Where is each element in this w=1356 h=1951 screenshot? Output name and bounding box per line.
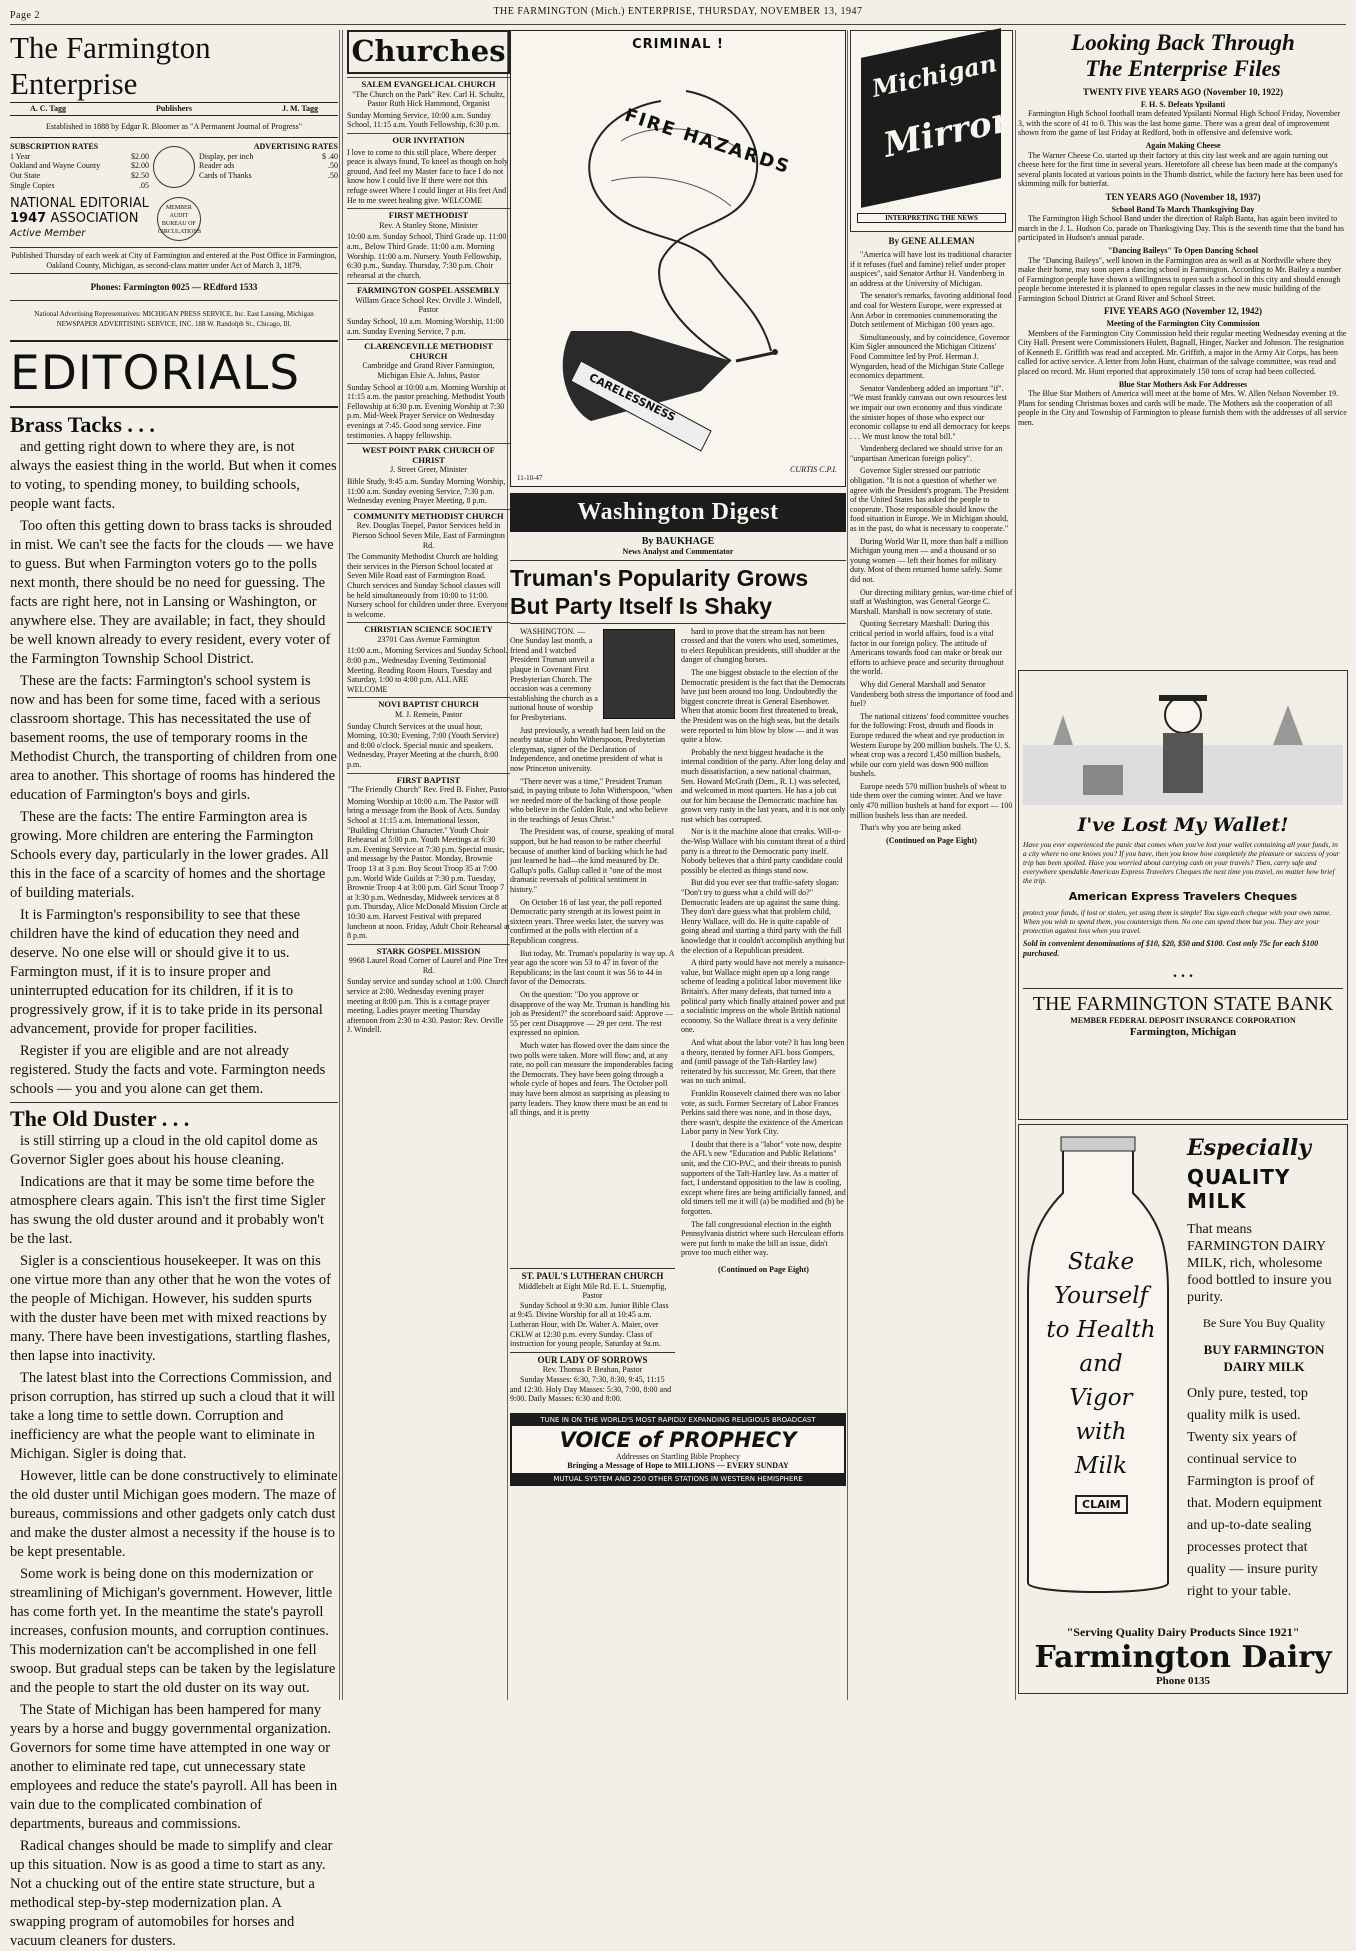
bottle-word: to Health: [1046, 1317, 1156, 1343]
church-body: The Community Methodist Church are holding their services in the Pierson School located at Seven Mile Road east of Farmington Road. Church services and Sunday School classes will be held simultaneously from 10:00 to 11:00. Nursery school for children under three. Everyone is welcome.: [347, 552, 509, 619]
sub-rate-label: 1 Year: [10, 151, 31, 161]
church-entry: [347, 697, 510, 769]
cartoon-caption: CRIMINAL !: [632, 37, 724, 52]
lookback-item-head: Blue Star Mothers Ask For Addresses: [1118, 379, 1248, 389]
mirror-paragraph: That's why you are being asked: [860, 823, 961, 833]
digest-paragraph: But today, Mr. Truman's popularity is way up. A year ago the score was 53 to 47 in favor of the Republicans; in the last count it was 56 to 44 in favor of the Democrats.: [510, 948, 675, 987]
voice-top: TUNE IN ON THE WORLD'S MOST RAPIDLY EXPANDING RELIGIOUS BROADCAST: [540, 1415, 816, 1424]
published-note: Published Thursday of each week at City of Farmington and entered at the Post Office in Farmington, Oakland County, Michigan, as second-class matter under Act of March 3, 1879.: [11, 251, 337, 270]
mirror-paragraph: During World War II, more than half a million Michigan young men — and a thousand or so young women — left their homes for military duty. Most of them returned home safely. Some did not.: [850, 536, 1008, 584]
digest-paragraph: A third party would have not merely a nuisance-value, but Wallace might open up a long range scheme of leading a political labor movement like Britain's. After many defeats, that turned into a political party which finally attained power and put a socialistic impress on the whole British national economy. So the Wallace threat is a very definite one.: [681, 958, 846, 1035]
church-name: STARK GOSPEL MISSION: [376, 945, 481, 956]
editorial-paragraph: is still stirring up a cloud in the old capitol dome as Governor Sigler goes about his house cleaning.: [10, 1132, 318, 1168]
lutheran-sub: Middlebelt at Eight Mile Rd. E. L. Stuempfig, Pastor: [518, 1281, 667, 1301]
digest-paragraph: On the question: "Do you approve or disapprove of the way Mr. Truman is handling his job as President?" the scoreboard said: Approve — 55 per cent Disapprove — 29 per cent. The rest expressed no opinion.: [510, 989, 674, 1038]
amex-denoms: Sold in convenient denominations of $10, $20, $50 and $100. Cost only 75c for each $100 purchased.: [1023, 939, 1319, 958]
church-name: CHRISTIAN SCIENCE SOCIETY: [364, 624, 493, 635]
milk-slogan: "Serving Quality Dairy Products Since 1921": [1066, 1625, 1300, 1639]
lookback-item-text: The "Dancing Baileys", well known in the Farmington area as well as at Northville where they make their home, may soon open a dancing school in Farmington. According to Mr. Bailey a number of Farmington people have shown a willingness to open such a school in this city and should enough people become interested it is planned to open regular classes in the new music building of the Farmington School District at Grand River and School Street.: [1018, 255, 1342, 303]
bank-city: Farmington, Michigan: [1129, 1025, 1237, 1038]
churches-title: Churches: [347, 30, 510, 74]
sorrows-name: OUR LADY OF SORROWS: [537, 1354, 648, 1365]
lookback-period: TEN YEARS AGO (November 18, 1937): [1105, 191, 1261, 202]
bank-fdic: MEMBER FEDERAL DEPOSIT INSURANCE CORPORATION: [1070, 1016, 1296, 1026]
church-sub: J. Street Greer, Minister: [390, 465, 467, 475]
digest-paragraph: "There never was a time," President Truman said, in paying tribute to John Witherspoon, "when we needed more of the backing of those people who believe in the Golden Rule, and who believe in the teachings of Jesus Christ.": [510, 776, 673, 824]
publisher-right: J. M. Tagg: [281, 104, 318, 113]
sub-rate-value: .05: [139, 180, 149, 190]
digest-paragraph: Franklin Roosevelt claimed there was no labor vote, as such. Former Secretary of Labor Frances Perkins said there was none, and in those days, there wasn't, despite the existence of the American Labor party in New York City.: [681, 1088, 843, 1137]
old-duster-title: The Old Duster . . .: [10, 1105, 190, 1131]
digest-left-column: [510, 627, 675, 1261]
digest-paragraph: Just previously, a wreath had been laid on the nearby statue of John Witherspoon, Presbyterian clergyman, signer of the Declaration of Independence, and onetime president of what is now Princeton university.: [510, 725, 666, 773]
right-column: [1018, 30, 1348, 1700]
church-body: Sunday School, 10 a.m. Morning Worship, 11:00 a.m. Sunday Evening Service, 7 p.m.: [347, 317, 504, 336]
worried-traveler-illustration: [1023, 675, 1343, 805]
editorial-paragraph: Indications are that it may be some time before the atmosphere clears again. This isn't the first time Sigler has swung the old duster around and it probably won't be the last.: [10, 1173, 326, 1247]
mirror-logo-line1: Michigan: [869, 48, 1000, 103]
voice-bottom: MUTUAL SYSTEM AND 250 OTHER STATIONS IN WESTERN HEMISPHERE: [553, 1474, 803, 1483]
voice-line2: Bringing a Message of Hope to MILLIONS: [567, 1461, 715, 1471]
lookback-title-line1: Looking Back Through: [1071, 30, 1295, 55]
adv-rate-value: .50: [328, 170, 338, 180]
digest-paragraph: I doubt that there is a "labor" vote now, despite the AFL's new "Education and Public Relations" unit, and the CIO-PAC, and their threats to punish supporters of the Taft-Hartley law. As a matter of fact, I understand opposition to the law is cooling, except where fires are being artificially fanned, and old timers tell me it will (a) be modified and (b) be forgotten.: [681, 1139, 846, 1217]
church-entry: [347, 283, 510, 336]
claim-sign: CLAIM: [1075, 1495, 1128, 1514]
milk-name: Farmington Dairy: [1034, 1640, 1332, 1675]
church-entry: [347, 622, 510, 694]
sub-rate-value: $2.50: [131, 170, 149, 180]
masthead-line: THE FARMINGTON (Mich.) ENTERPRISE, THURSDAY, NOVEMBER 13, 1947: [493, 6, 863, 17]
bottle-words: [1041, 1245, 1161, 1483]
sub-rate-row: [10, 152, 149, 162]
editorial-paragraph: It is Farmington's responsibility to see that these children have the kind of education they need and deserve. No one else will or should give it to us. Farmington must, if it is to insure proper and uninterrupted education for its children, if it is to progressively grow, if it is to take pride in its personal advancement, provide for proper facilities.: [10, 906, 323, 1037]
mirror-paragraph: Quoting Secretary Marshall: During this critical period in world affairs, food is a vital factor in our foreign policy. The attitude of Americans towards food can make or break our efforts to achieve peace and security throughout the world.: [850, 619, 1004, 677]
lookback-item-text: The Warner Cheese Co. started up their factory at this city last week and are again turning out cheese here for the first time in several years. Heretofore all cheese has been made at the company's several plants located at various points in the Thumb district, while the factory here has been used for skimming milk for butterfat.: [1018, 150, 1343, 189]
wallet-body: Have you ever experienced the panic that comes when you've lost your wallet containing all your funds, in a city where no one knows you? If you have, then you know how completely the pleasure or success of your trip has been spoiled. Have you worried about carrying cash on your travels? Then, carry safe and everywhere spendable American Express Travelers Cheques the next time you travel, no matter how brief the trip.: [1023, 840, 1340, 885]
lookback-item-head: "Dancing Baileys" To Open Dancing School: [1107, 245, 1259, 255]
michigan-mirror-logo: [850, 30, 1013, 232]
sub-rate-label: Single Copies: [10, 180, 55, 190]
press-seal-icon: [153, 146, 195, 188]
church-sub: Cambridge and Grand River Farmington, Michigan Elsie A. Johns, Pastor: [362, 361, 495, 381]
editorials-title: EDITORIALS: [10, 345, 301, 401]
church-body: I love to come to this still place, Where deeper peace is always found, To kneel as though on holy ground, And feel my Master face to face I do not know how I could live If there were not this refuge sweet Where I could linger at His feet And He to me sweet healing give. WELCOME: [347, 147, 509, 205]
lookback-item-text: The Farmington High School Band under the direction of Ralph Banta, has again been invited to march in the J. L. Hudson Co. parade on Thanksgiving Day. This is the seventh time that the band has participated in Hudson's annual parade.: [1018, 214, 1345, 243]
digest-byline-sub: News Analyst and Commentator: [622, 547, 734, 556]
adv-rate-label: Cards of Thanks: [199, 170, 252, 180]
national-advertising: National Advertising Representatives: MICHIGAN PRESS SERVICE, Inc. East Lansing, Michigan NEWSPAPER ADVERTISING SERVICE, INC. 188 W. Randolph St., Chicago, Ill.: [34, 310, 314, 328]
brass-tacks-body: [10, 438, 338, 1099]
church-name: CLARENCEVILLE METHODIST CHURCH: [364, 341, 493, 361]
bottle-word: Milk: [1074, 1453, 1128, 1479]
editorial-paragraph: Register if you are eligible and are not already registered. Study the facts and vote. Farmington needs schools — you and you alone can get them.: [10, 1042, 326, 1097]
carelessness-label: CARELESSNESS: [586, 370, 678, 425]
church-entry: [347, 339, 510, 440]
editorial-paragraph: The latest blast into the Corrections Commission, and prison corruption, has stirred up such a cloud that it will take a long time to settle down. Corruption and inefficiency are what the people want to eliminate in Michigan. Sigler is doing that.: [10, 1369, 335, 1462]
adv-rate-label: Display, per inch: [199, 151, 254, 161]
milk-means: That means FARMINGTON DAIRY MILK, rich, wholesome food bottled to insure you purity.: [1187, 1222, 1332, 1305]
sub-rates-list: [10, 152, 149, 190]
digest-paragraph: The fall congressional election in the eighth Pennsylvania district where such Herculean efforts were put forth to make the bill an issue, didn't prove too much either way.: [681, 1219, 844, 1258]
american-express-ad: [1018, 670, 1348, 1120]
voice-title: VOICE of PROPHECY: [559, 1427, 797, 1452]
center-column: [510, 30, 846, 1700]
editorial-paragraph: Some work is being done on this modernization or streamlining of Michigan's government. However, little has come forth yet. In the meantime the state's payroll increases, confusion mounts, and corruption continues. This modernization can't be accomplished in one fell swoop. But gradual steps can be taken by the legislature and the people to start the old duster on its way out.: [10, 1565, 336, 1696]
voice-every: EVERY SUNDAY: [726, 1461, 789, 1471]
lutheran-body: Sunday School at 9:30 a.m. Junior Bible Class at 9:45. Divine Worship for all at 10:45 a.m. Lutheran Hour, with Dr. Walter A. Maier, over CKLW at 12:30 p.m. every Sunday. Class of instruction for young people, Saturday at 9a.m.: [510, 1300, 669, 1349]
digest-paragraph: Much water has flowed over the dam since the two polls were taken. More will flow; and, at any rate, no poll can measure the imponderables facing the Democrats. They have been going through a whole cycle of hopes and fears. The October poll may have been almost as surprising as pleasing to party leaders. They know there must be an end to all things, and it is pretty: [510, 1040, 674, 1118]
paper-title: The Farmington Enterprise: [10, 30, 211, 101]
amex-body: protect your funds, if lost or stolen, yet using them is simple! You sign each cheque with your own name. When you wish to spend them, you countersign them. No one can spend them but you. They are your protection against loss when you travel.: [1023, 908, 1332, 935]
nea-line2: ASSOCIATION: [50, 211, 139, 227]
masthead: [10, 6, 1346, 25]
sorrows-body: Sunday Masses: 6:30, 7:30, 8:30, 9:45, 11:15 and 12:30. Holy Day Masses: 5:30, 7:00, 8:00 and 9:00. Daily Masses: 6:30 and 8:00.: [510, 1374, 672, 1404]
fire-hazards-label: FIRE HAZARDS: [621, 104, 794, 179]
sub-rate-label: Oakland and Wayne County: [10, 161, 101, 171]
church-body: Bible Study, 9:45 a.m. Sunday Morning Worship, 11:00 a.m. Sunday evening Service, 7:30 p.m. Wednesday evening Prayer Meeting, 8 p.m.: [347, 476, 506, 506]
publisher-left: A. C. Tagg: [30, 104, 67, 113]
church-body: Sunday Church Services at the usual hour, Morning, 10:30; Evening, 7:00 (Youth Service) and 8:00 o'clock. Special music and speakers. Wednesday, Prayer Meeting at the church, 8:00 p.m.: [347, 721, 499, 769]
adv-rates-label: ADVERTISING RATES: [253, 142, 338, 152]
adv-rate-value: .50: [328, 161, 338, 171]
sub-rate-row: [10, 161, 149, 171]
page-number: Page 2: [10, 10, 40, 21]
milk-phone: Phone 0135: [1155, 1675, 1211, 1687]
cartoon-drawing: [511, 31, 845, 484]
digest-paragraph: Probably the next biggest headache is the internal condition of the party. After long delay and much dissatisfaction, a new national chairman, Sen. Howard McGrath (Dem., R. I.) was selected, and welcomed in most quarters. He has a job cut out for him because the Democratic machine has grown very rusty in the last years, and it is not only rust which has corrupted.: [681, 747, 846, 824]
sub-rate-row: [10, 181, 149, 191]
wallet-headline: I've Lost My Wallet!: [1077, 814, 1289, 836]
lookback-item-head: F. H. S. Defeats Ypsilanti: [1140, 99, 1226, 109]
mirror-paragraph: Senator Vandenberg added an important "if". "We must frankly canvass our own resources lest we impair our own economy and thus vindicate the sinister hopes of those who expect our economic collapse to end all democracy for keeps . . . We must know the total bill.": [850, 383, 1010, 441]
church-sub: Rev. A Stanley Stone, Minister: [379, 220, 478, 230]
editorial-paragraph: These are the facts: The entire Farmington area is growing. More children are entering the Farmington Schools every day, particularly in the lower grades. All this in the face of a scarcity of homes and the shortage of building materials.: [10, 808, 329, 901]
mirror-paragraph: Governor Sigler stressed our patriotic obligation. "It is not a question of whether we agree with the President's program. The President of the United States has asked the people to cooperate. Those responsible should know the food situation in Europe. We in Michigan should, as in the past, do what is necessary to cooperate.": [850, 466, 1009, 534]
lookback-item-head: Again Making Cheese: [1145, 140, 1221, 150]
mirror-paragraph: Simultaneously, and by coincidence, Governor Kim Sigler announced the Michigan Citizens' Food Committee led by Prof. Herman J. Wyngarden, head of the Michigan State College economics department.: [850, 332, 1010, 381]
sub-rate-label: Out State: [10, 170, 40, 180]
editorial-column: [10, 30, 338, 1949]
church-sub: "The Friendly Church" Rev. Fred B. Fisher, Pastor: [347, 785, 510, 795]
bottle-word: with: [1075, 1419, 1127, 1445]
bottle-word: Yourself: [1053, 1283, 1149, 1309]
milk-be-sure: Be Sure You Buy Quality: [1202, 1316, 1326, 1330]
digest-paragraph: On October 16 of last year, the poll reported Democratic party strength at its lowest point in sixteen years. Three weeks later, the survey was confirmed at the polls with election of a Republican congress.: [510, 897, 664, 945]
church-name: SALEM EVANGELICAL CHURCH: [361, 79, 496, 89]
church-body: Sunday service and sunday school at 1:00. Church service at 2:00. Wednesday evening prayer meeting at 8:00 p.m. This is a cottage prayer meeting. Ladies prayer meeting Thursday afternoon from 2:30 to 4:30. Pastor: Rev. Orville J. Windell.: [347, 977, 509, 1035]
nea-year: 1947: [10, 211, 47, 227]
editorial-paragraph: These are the facts: Farmington's school system is now and has been for some time, faced with a serious classroom shortage. This has necessitated the use of basement rooms, the use of temporary rooms in the Methodist Church, the transporting of children from one area to another. This shortage of rooms has hindered the education of Farmington's boys and girls.: [10, 672, 337, 803]
church-entry: [347, 77, 510, 130]
adv-rates-list: [199, 152, 338, 181]
bottle-word: Vigor: [1069, 1385, 1133, 1411]
digest-paragraph: But did you ever see that traffic-safety slogan: "Don't try to guess what a child will do?" Democratic leaders are up against the same thing. They don't dare guess what that problem child, Henry Wallace, will do. He is quite capable of going ahead and starting a third party with the full knowledge that it couldn't accomplish anything but the election of a Republican president.: [681, 878, 845, 955]
church-body: Morning Worship at 10:00 a.m. The Pastor will bring a message from the Book of Acts. Sunday School at 11:15 a.m. International lesson, "Building Christian Character." Youth Choir Rehearsal at 5:00 p.m. Youth Meetings at 6:30 p.m. Evening Service at 7:30 p.m. Special music, and message by the Pastor. Monday, Brownie Troop 13 at 3 p.m. Boy Scout Troop 35 at 7:00 p.m. World Wide Guilds at 7:30 p.m. Tuesday, Brownie Troop 4 at 3:00 p.m. Girl Scout Troop 7 at 3:30 p.m. Wednesday, Midweek services at 8 p.m. Thursday, Alice McDonald Mission Circle at 10:30 a.m. Harvest Festival with prepared luncheon at noon. Friday, Adult Choir Rehearsal at 8 p.m.: [347, 796, 510, 941]
adv-rate-value: $ .40: [322, 151, 338, 161]
adv-rate-label: Reader ads: [199, 161, 235, 171]
editorial-paragraph: and getting right down to where they are, is not always the easiest thing in the world. But when it comes to voting, to spending money, to building schools, people want facts.: [10, 438, 337, 512]
sub-rates-label: SUBSCRIPTION RATES: [10, 142, 99, 152]
mirror-paragraph: Europe needs 570 million bushels of wheat to tide them over the coming winter. And we have only 470 million bushels at hand for export — 100 million bushels less than are needed.: [850, 781, 1013, 820]
church-sub: "The Church on the Park" Rev. Carl H. Schultz, Pastor Ruth Hick Hammond, Organist: [352, 89, 505, 109]
milk-buy: BUY FARMINGTON DAIRY MILK: [1203, 1342, 1325, 1374]
mirror-paragraph: The national citizens' food committee vouches for the following: Frost, drouth and floods in Europe reduced the wheat and rye production in Western Europe by 200 million bushels. The U. S. wheat crop was a record 1,450 million bushels, while our corn yield was down 900 million bushels.: [850, 711, 1011, 779]
sub-rate-value: $2.00: [131, 151, 149, 161]
editorial-paragraph: Radical changes should be made to simplify and clear up this situation. Now is as good a time to start as any. Not a chucking out of the entire state structure, but a methodical step-by-step modernization plan. A swapping program of automobiles for horses and vacuum cleaners for dusters.: [10, 1837, 333, 1949]
rates-box: [10, 137, 338, 190]
digest-paragraph: And what about the labor vote? It has long been a theory, iterated by former AFL boss Gompers, and (until passage of the Taft-Hartley law) reiterated by his successor, Mr. Green, that there was no such animal.: [681, 1037, 845, 1086]
church-sub: 9968 Laurel Road Corner of Laurel and Pine Tree Rd.: [348, 956, 509, 975]
digest-paragraph: hard to prove that the stream has not been crossed and that the voters who used, sometimes, to elect Republican presidents, still shudder at the danger of changing horses.: [681, 626, 841, 665]
church-name: FARMINGTON GOSPEL ASSEMBLY: [357, 285, 500, 296]
cartoon-signature: CURTIS C.P.I.: [790, 465, 837, 474]
church-sub: M. J. Remein, Pastor: [394, 710, 463, 720]
church-name: FIRST METHODIST: [388, 210, 469, 221]
digest-paragraph: Nor is it the machine alone that creaks. Will-o-the-Wisp Wallace with his constant threat of a third party is a threat to the Democratic party itself. Nobody believes that a third party candidate could possibly be elected as things stand now.: [681, 827, 846, 875]
lookback-title-line2: The Enterprise Files: [1085, 56, 1281, 81]
adv-rate-row: [199, 152, 338, 162]
publishers-line: [10, 102, 338, 116]
digest-paragraph: The President was, of course, speaking of moral support, but he had reason to be rather cheerful because of another kind of backing which he had just learned he had—the kind measured by Dr. Gallup's polls. Gallup called it "one of the most dramatic reversals of political sentiment in history.": [510, 827, 674, 895]
church-sub: 23701 Cass Avenue Farmington: [377, 634, 480, 644]
church-body: 10:00 a.m. Sunday School, Third Grade up. 11:00 a.m., Below Third Grade. 11:00 a.m. Morning Worship. 11:00 a.m. Nursery. Youth Fellowship, 6:30 p.m., Sunday. Thursday, 7:30 p.m. Choir rehearsal at the church.: [347, 232, 507, 280]
mirror-paragraph: "America will have lost its traditional character if it refuses (fuel and famine) relief under proper auspices", said Senator Arthur H. Vandenberg in an address at the University of Michigan.: [850, 250, 1012, 288]
adv-rate-row: [199, 171, 338, 181]
michigan-mirror-column: [850, 30, 1013, 1700]
church-body: Sunday Morning Service, 10:00 a.m. Sunday School, 11:15 a.m. Youth Fellowship, 6:30 p.m.: [347, 110, 500, 130]
editorial-paragraph: However, little can be done constructively to eliminate the old duster until Michigan goes modern. The maze of bureaus, commissions and other gadgets only catch dust and make the duster almost a necessity if the house is to be kept presentable.: [10, 1467, 338, 1560]
nea-badge: [10, 196, 338, 241]
digest-right-column: [681, 627, 846, 1261]
digest-paragraph: The one biggest obstacle to the election of the Democratic president is the fact that the Democrats have just been around too long. Undoubtedly the biggest concrete threat is General Eisenhower. When that atomic boom first threatened to break, the President was on the high seas, but the details were reported to him blow by blow — and it was quite a blow.: [681, 667, 846, 745]
sub-rate-value: $2.00: [131, 161, 149, 171]
church-name: WEST POINT PARK CHURCH OF CHRIST: [362, 445, 495, 465]
lookback-period: TWENTY FIVE YEARS AGO (November 10, 1922): [1083, 87, 1283, 97]
voice-of-prophecy-ad: TUNE IN ON THE WORLD'S MOST RAPIDLY EXPANDING RELIGIOUS BROADCAST VOICE of PROPHECY Addresses on Startling Bible Prophecy Bringing a Message of Hope to MILLIONS — EVERY SUNDAY MUTUAL SYSTEM AND 250 OTHER STATIONS IN WESTERN HEMISPHERE: [510, 1413, 846, 1486]
church-body: Sunday School at 10:00 a.m. Morning Worship at 11:15 a.m. the pastor preaching. Methodist Youth Fellowship at 6:30 p.m. Evening Worship at 7:30 p.m. Mid-Week Prayer Service on Wednesday evenings at 7:45. Good song service. Fine testimonies. A happy fellowship.: [347, 382, 506, 440]
lookback-item-head: Meeting of the Farmington City Commission: [1106, 319, 1260, 329]
digest-byline: By BAUKHAGE: [641, 536, 715, 547]
bank-name: THE FARMINGTON STATE BANK: [1032, 993, 1334, 1016]
voice-line1: Addresses on Startling Bible Prophecy: [616, 1451, 740, 1461]
lookback-item-text: Farmington High School football team defeated Ypsilanti Normal High School Friday, November 3, with the score of 41 to 0. This was the last home game. There was a great deal of improvement shown from the game of last Friday at Redford, both in offensive and defensive work.: [1018, 109, 1341, 138]
nea-line1: NATIONAL EDITORIAL: [10, 196, 149, 212]
phones: Phones: Farmington 0025 — REdford 1533: [90, 282, 258, 293]
milk-body: Only pure, tested, top quality milk is used. Twenty six years of continual service to Farmington is proof of that. Modern equipment and up-to-date sealing processes protect that quality — insure purity right to your table.: [1187, 1386, 1322, 1599]
church-entry: [347, 443, 510, 506]
sorrows-sub: Rev. Thomas P. Beahan, Pastor: [542, 1365, 643, 1375]
mirror-paragraph: Our directing military genius, war-time chief of staff at Washington, was General George C. Marshall. Marshall is now secretary of state.: [850, 587, 1013, 616]
old-duster-body: [10, 1132, 338, 1951]
publisher-mid: Publishers: [155, 104, 192, 113]
mirror-tag: INTERPRETING THE NEWS: [857, 213, 1006, 223]
church-entry: [347, 133, 510, 205]
church-entry: [347, 773, 510, 941]
mirror-paragraph: The senator's remarks, favoring additional food and coal for Western Europe, were expressed at Ann Arbor in ceremonies commemorating the Dutch settlement of Michigan 100 years ago.: [850, 291, 1012, 330]
lookback-item-head: School Band To March Thanksgiving Day: [1111, 204, 1255, 214]
church-entry: [347, 944, 510, 1035]
church-sub: Rev. Douglas Toepel, Pastor Services held in Pierson School Seven Mile, East of Farmington Rd.: [352, 521, 505, 550]
mirror-logo-line2: Mirror: [880, 100, 1013, 166]
truman-photo: [603, 629, 675, 719]
mirror-body: [850, 250, 1013, 833]
lookback-body: [1018, 88, 1348, 428]
nea-member: Active Member: [10, 228, 86, 240]
farmington-dairy-ad: [1018, 1124, 1348, 1694]
lookback-period: FIVE YEARS AGO (November 12, 1942): [1104, 306, 1262, 317]
lookback-item-text: Members of the Farmington City Commission held their regular meeting Wednesday evening at the City Hall. Present were Commissioners Hulett, Bagnall, Hinger, Nacker and Johnson. The resignation of Kenneth E. Griffith was read and accepted. Mr. Griffith, a major in the Army Air Corps, has been called for active service. A letter from John Hunt, chairman of the salvage committee, was read and placed on record. Mr. Hunt reported that approximately 150 tons of scrap had been collected.: [1018, 328, 1347, 377]
milk-especially: Especially: [1187, 1135, 1312, 1161]
cartoon-date: 11-10-47: [517, 474, 543, 482]
editorial-paragraph: The State of Michigan has been hampered for many years by a horse and buggy governmental organization. Governors for some time have attempted in one way or another to eliminate red tape, cut unnecessary state employees and reduce the state's payroll. All has been in vain due to the complicated combination of departments, bureaus and commissions.: [10, 1701, 338, 1832]
bottle-word: Stake: [1067, 1249, 1135, 1275]
mirror-byline: By GENE ALLEMAN: [888, 236, 975, 246]
lutheran-name: ST. PAUL'S LUTHERAN CHURCH: [521, 1271, 664, 1281]
established-note: Established in 1888 by Edgar R. Bloomer as "A Permanent Journal of Progress": [45, 121, 303, 131]
church-entry: [347, 509, 510, 620]
bottle-word: and: [1079, 1351, 1123, 1377]
church-name: COMMUNITY METHODIST CHURCH: [353, 510, 504, 521]
milk-quality: QUALITY MILK: [1187, 1165, 1291, 1213]
fire-hazard-cartoon: [510, 30, 846, 487]
mirror-paragraph: Vandenberg declared we should strive for an "unpartisan American foreign policy".: [850, 444, 1003, 463]
church-body: 11:00 a.m., Morning Services and Sunday School. 8:00 p.m., Wednesday Evening Testimonial Meeting. Reading Room Hours, Tuesday and Saturday, 1:00 to 4:00 p.m. ALL ARE WELCOME: [347, 646, 508, 694]
sub-rate-row: [10, 171, 149, 181]
editorial-paragraph: Sigler is a conscientious housekeeper. It was on this one virtue more than any other that he won the votes of the people of Michigan. However, his sudden spurts with the duster have been met with mixed reactions by many. There have been investigations, startling flashes, then lapse into inactivity.: [10, 1252, 331, 1364]
amex-product: American Express Travelers Cheques: [1068, 890, 1298, 903]
editorial-paragraph: Too often this getting down to brass tacks is shrouded in mist. We can't see the facts for the clouds — we have to guess. But when Farmington voters go to the polls next month, there should be no need for guessing. The facts are right here, not in Lansing or Washington, or anywhere else. They are available; in fact, they should be well known already to every resident, every voter of the Farmington Township School District.: [10, 517, 334, 667]
churches-column: [342, 30, 510, 1700]
church-name: FIRST BAPTIST: [396, 774, 461, 785]
church-entry: [347, 208, 510, 280]
brass-tacks-title: Brass Tacks . . .: [10, 411, 155, 437]
mirror-paragraph: Why did General Marshall and Senator Vandenberg both stress the importance of food and fuel?: [850, 679, 1013, 709]
mirror-continued: (Continued on Page Eight): [886, 835, 977, 845]
abc-badge-icon: MEMBER AUDIT BUREAU OF CIRCULATIONS: [157, 197, 201, 241]
church-list: [347, 77, 510, 1035]
washington-digest-banner: Washington Digest: [510, 493, 846, 532]
adv-rate-row: [199, 161, 338, 171]
amex-dots: . . .: [1173, 964, 1193, 982]
digest-continued: (Continued on Page Eight): [718, 1265, 809, 1274]
lookback-item-text: The Blue Star Mothers of America will meet at the home of Mrs. W. Allen Nelson November 19. Plans for sending Christmas boxes and cards will be made. The Mothers ask the cooperation of all people in the City and Township of Farmington to please furnish them with the addresses of all service men.: [1018, 389, 1347, 427]
church-name: NOVI BAPTIST CHURCH: [378, 699, 479, 710]
truman-headline: Truman's Popularity Grows But Party Itself Is Shaky: [510, 564, 809, 619]
church-sub: Willam Grace School Rev. Orville J. Windell, Pastor: [355, 295, 502, 315]
digest-paragraph: WASHINGTON. — One Sunday last month, a friend and I watched President Truman unveil a plaque in Covenant First Presbyterian Church. The occasion was a ceremony establishing the church as a national house of worship for Presbyterians.: [510, 626, 598, 722]
church-name: OUR INVITATION: [392, 134, 465, 145]
